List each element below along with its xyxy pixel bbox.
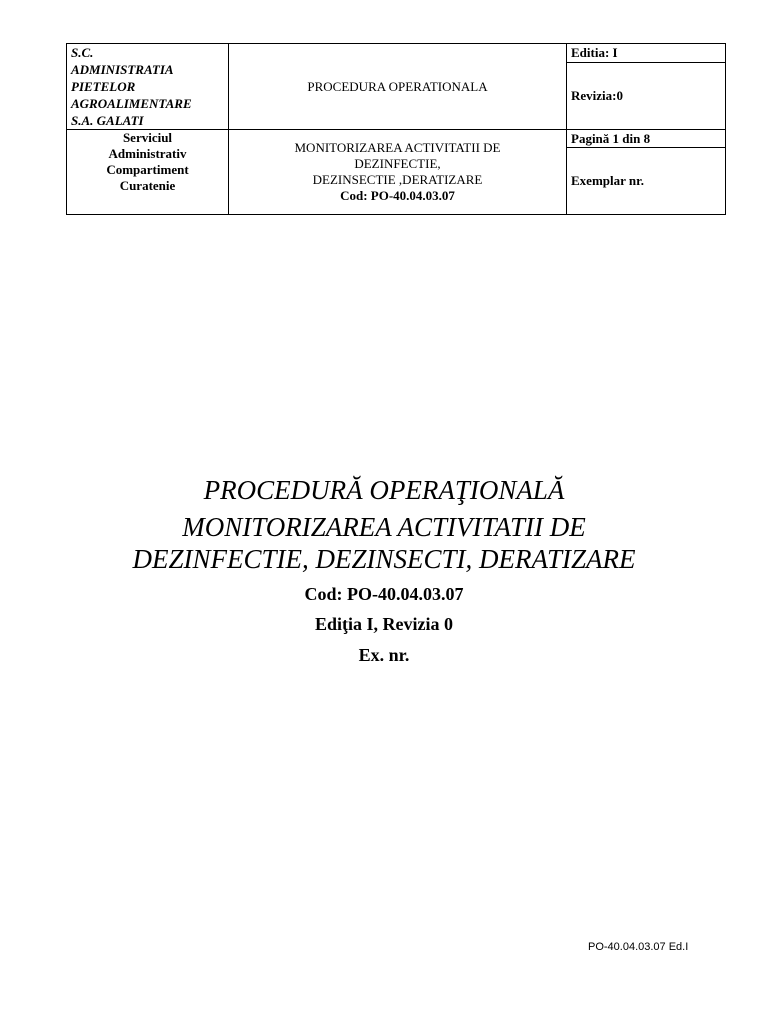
edition-cell xyxy=(567,44,726,63)
copy-number-label: Exemplar nr. xyxy=(571,173,644,188)
revision-cell xyxy=(567,62,726,129)
company-line: PIETELOR xyxy=(71,79,136,94)
document-header-table xyxy=(66,43,726,215)
document-copy-number: Ex. nr. xyxy=(358,645,410,665)
subject-line: DEZINSECTIE ,DERATIZARE xyxy=(312,172,483,187)
document-subtitle xyxy=(0,511,768,575)
document-title: PROCEDURĂ OPERAŢIONALĂ xyxy=(203,475,565,505)
page-footer: PO-40.04.03.07 Ed.I xyxy=(588,941,689,953)
company-line: S.C. xyxy=(71,45,94,60)
service-cell xyxy=(67,130,229,215)
service-line: Serviciul xyxy=(122,130,173,145)
company-line: AGROALIMENTARE xyxy=(71,96,192,111)
copy-number-cell xyxy=(567,148,726,215)
subtitle-line-1: MONITORIZAREA ACTIVITATII DE xyxy=(182,512,586,542)
page-number: Pagină 1 din 8 xyxy=(571,130,651,146)
company-line: ADMINISTRATIA xyxy=(71,62,174,77)
revision-label: Revizia:0 xyxy=(571,87,623,103)
edition-label: Editia: I xyxy=(571,44,618,60)
company-name-cell xyxy=(67,44,229,130)
subject-cell xyxy=(229,130,567,215)
service-line: Curatenie xyxy=(119,178,176,193)
document-code: Cod: PO-40.04.03.07 xyxy=(304,584,464,604)
service-line: Administrativ xyxy=(108,146,187,161)
service-line: Compartiment xyxy=(106,162,189,177)
subtitle-line-2: DEZINFECTIE, DEZINSECTI, DERATIZARE xyxy=(132,544,636,574)
company-line: S.A. GALATI xyxy=(71,113,144,128)
document-edition: Ediţia I, Revizia 0 xyxy=(315,614,453,634)
page-cell xyxy=(567,130,726,148)
subject-code: Cod: PO-40.04.03.07 xyxy=(340,188,455,203)
procedure-label: PROCEDURA OPERATIONALA xyxy=(307,78,488,94)
procedure-label-cell xyxy=(229,44,567,130)
subject-line: DEZINFECTIE, xyxy=(354,156,441,171)
subject-line: MONITORIZAREA ACTIVITATII DE xyxy=(294,140,501,155)
